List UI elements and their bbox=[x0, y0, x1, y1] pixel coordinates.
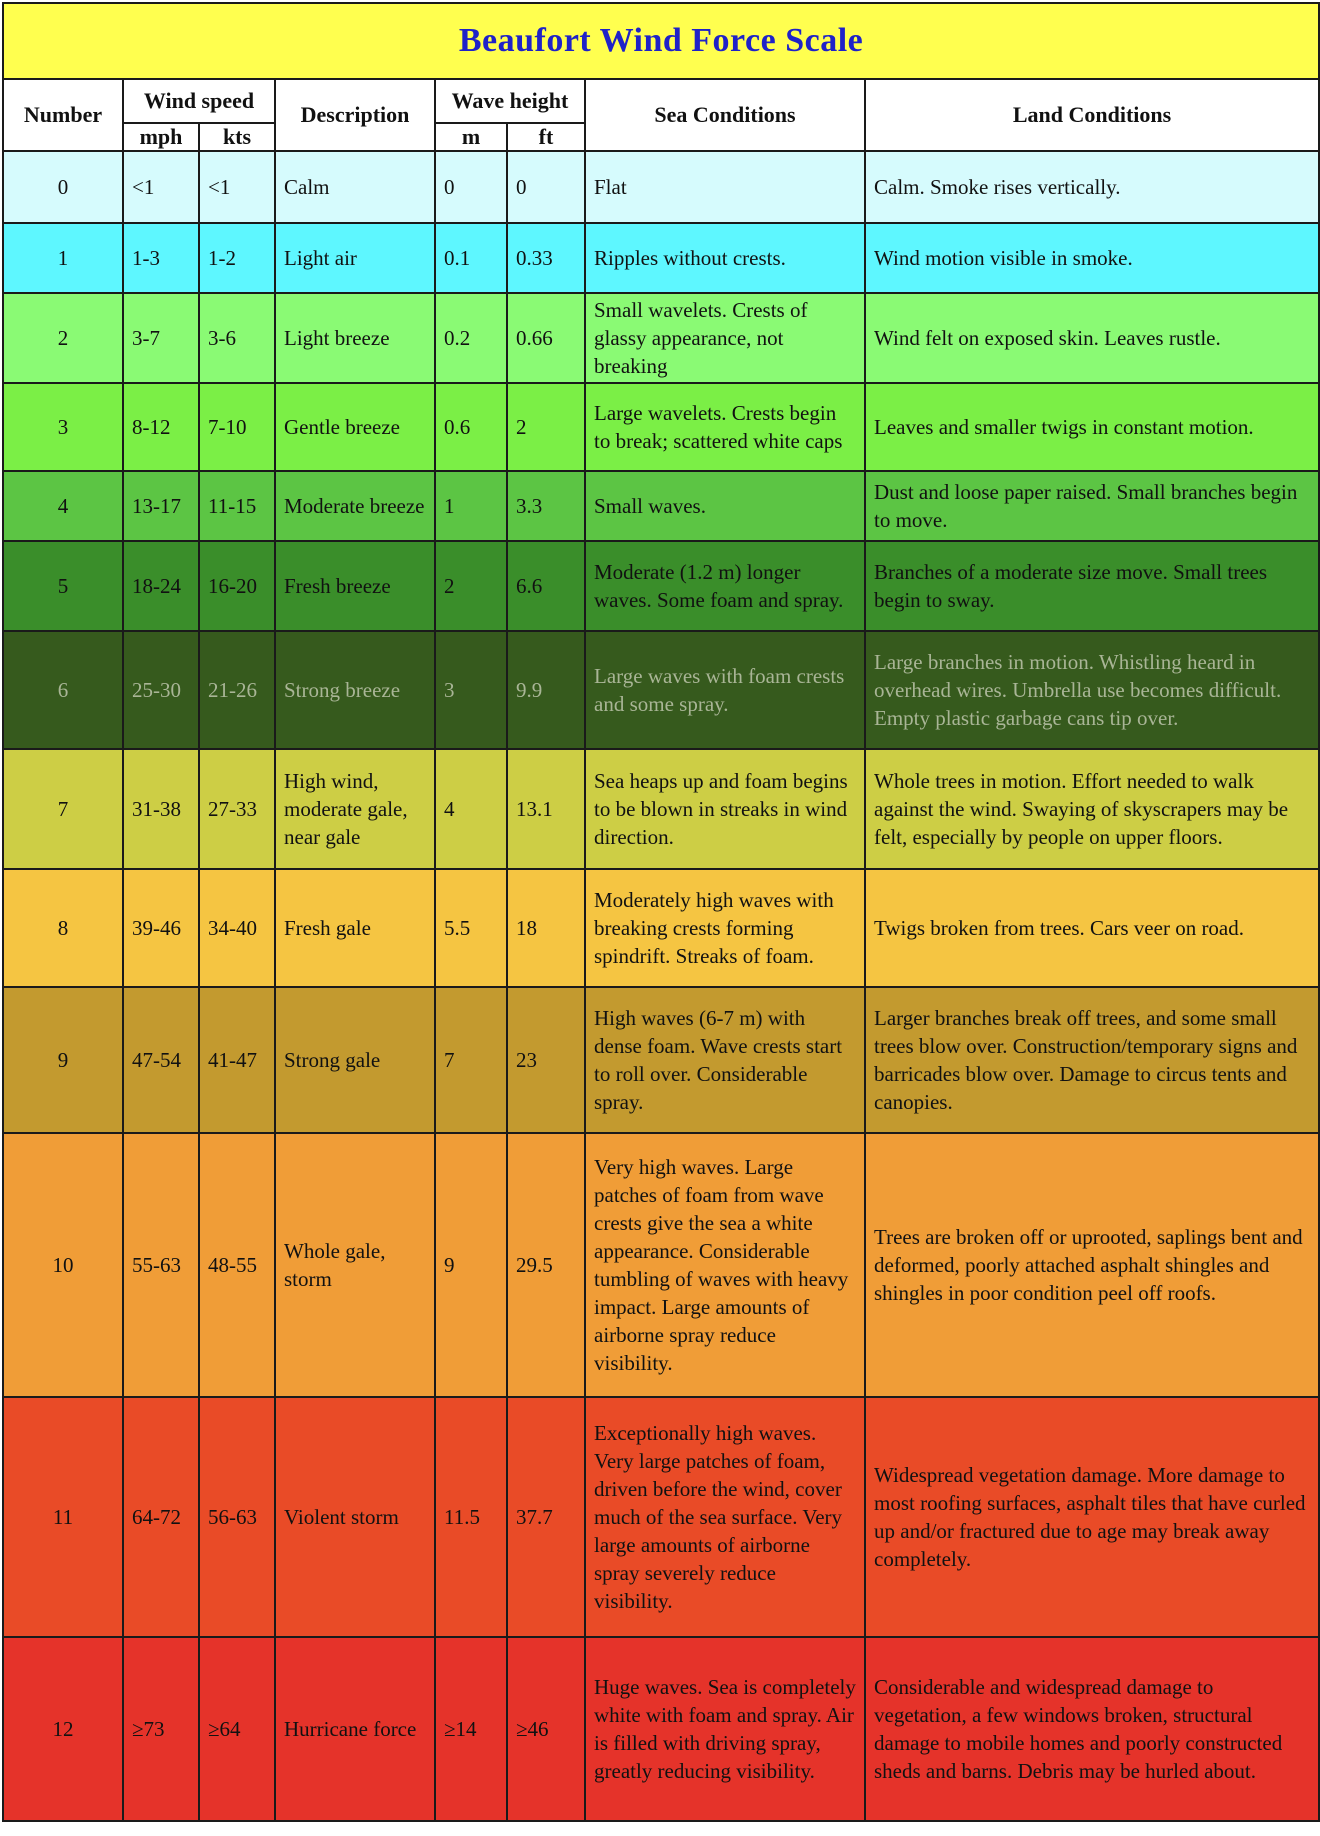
cell-number: 0 bbox=[3, 151, 123, 223]
cell-land-conditions: Leaves and smaller twigs in constant motion. bbox=[865, 383, 1319, 471]
cell-kts: 34-40 bbox=[199, 869, 275, 987]
header-sea-conditions: Sea Conditions bbox=[585, 79, 865, 151]
cell-land-conditions: Wind motion visible in smoke. bbox=[865, 223, 1319, 293]
cell-land-conditions: Considerable and widespread damage to vegetation, a few windows broken, structural damage to mobile homes and poorly constructed sheds and barns. Debris may be hurled about. bbox=[865, 1637, 1319, 1821]
cell-description: Strong breeze bbox=[275, 631, 435, 749]
cell-sea-conditions: Small wavelets. Crests of glassy appearance, not breaking bbox=[585, 293, 865, 383]
cell-sea-conditions: Flat bbox=[585, 151, 865, 223]
table-row bbox=[3, 1397, 1319, 1637]
cell-sea-conditions: Ripples without crests. bbox=[585, 223, 865, 293]
cell-wave-ft: 0.66 bbox=[507, 293, 585, 383]
cell-number: 9 bbox=[3, 987, 123, 1133]
cell-description: Calm bbox=[275, 151, 435, 223]
cell-wave-m: 5.5 bbox=[435, 869, 507, 987]
header-mph: mph bbox=[123, 123, 199, 151]
cell-wave-m: 0 bbox=[435, 151, 507, 223]
cell-land-conditions: Large branches in motion. Whistling heard in overhead wires. Umbrella use becomes difficult. Empty plastic garbage cans tip over. bbox=[865, 631, 1319, 749]
cell-description: Strong gale bbox=[275, 987, 435, 1133]
cell-wave-ft: 0.33 bbox=[507, 223, 585, 293]
cell-kts: 27-33 bbox=[199, 749, 275, 869]
cell-mph: ≥73 bbox=[123, 1637, 199, 1821]
header-wave-height: Wave height bbox=[435, 79, 585, 123]
table-row bbox=[3, 987, 1319, 1133]
header-land-conditions: Land Conditions bbox=[865, 79, 1319, 151]
cell-kts: 1-2 bbox=[199, 223, 275, 293]
cell-wave-m: 0.1 bbox=[435, 223, 507, 293]
header-number: Number bbox=[3, 79, 123, 151]
cell-wave-ft: 6.6 bbox=[507, 541, 585, 631]
cell-sea-conditions: Moderate (1.2 m) longer waves. Some foam and spray. bbox=[585, 541, 865, 631]
table-row bbox=[3, 541, 1319, 631]
cell-wave-ft: 37.7 bbox=[507, 1397, 585, 1637]
table-row bbox=[3, 471, 1319, 541]
table-title: Beaufort Wind Force Scale bbox=[3, 3, 1319, 79]
cell-mph: <1 bbox=[123, 151, 199, 223]
cell-land-conditions: Larger branches break off trees, and some small trees blow over. Construction/temporary signs and barricades blow over. Damage to circus tents and canopies. bbox=[865, 987, 1319, 1133]
cell-mph: 64-72 bbox=[123, 1397, 199, 1637]
header-description: Description bbox=[275, 79, 435, 151]
header-ft: ft bbox=[507, 123, 585, 151]
cell-kts: 56-63 bbox=[199, 1397, 275, 1637]
cell-number: 11 bbox=[3, 1397, 123, 1637]
cell-mph: 3-7 bbox=[123, 293, 199, 383]
cell-kts: 21-26 bbox=[199, 631, 275, 749]
cell-wave-m: 0.6 bbox=[435, 383, 507, 471]
cell-description: Light air bbox=[275, 223, 435, 293]
cell-kts: 16-20 bbox=[199, 541, 275, 631]
beaufort-table bbox=[2, 2, 1320, 1822]
cell-description: Whole gale, storm bbox=[275, 1133, 435, 1397]
cell-wave-ft: 18 bbox=[507, 869, 585, 987]
header-wind-speed: Wind speed bbox=[123, 79, 275, 123]
cell-kts: <1 bbox=[199, 151, 275, 223]
header-m: m bbox=[435, 123, 507, 151]
header-kts: kts bbox=[199, 123, 275, 151]
cell-land-conditions: Twigs broken from trees. Cars veer on road. bbox=[865, 869, 1319, 987]
cell-mph: 1-3 bbox=[123, 223, 199, 293]
beaufort-scale-sheet bbox=[2, 2, 1318, 1822]
cell-kts: 11-15 bbox=[199, 471, 275, 541]
cell-wave-ft: ≥46 bbox=[507, 1637, 585, 1821]
cell-number: 12 bbox=[3, 1637, 123, 1821]
cell-land-conditions: Dust and loose paper raised. Small branches begin to move. bbox=[865, 471, 1319, 541]
cell-mph: 18-24 bbox=[123, 541, 199, 631]
cell-mph: 47-54 bbox=[123, 987, 199, 1133]
cell-sea-conditions: Small waves. bbox=[585, 471, 865, 541]
table-row bbox=[3, 631, 1319, 749]
cell-number: 2 bbox=[3, 293, 123, 383]
cell-number: 4 bbox=[3, 471, 123, 541]
cell-sea-conditions: Moderately high waves with breaking crests forming spindrift. Streaks of foam. bbox=[585, 869, 865, 987]
cell-sea-conditions: Exceptionally high waves. Very large patches of foam, driven before the wind, cover much of the sea surface. Very large amounts of airborne spray severely reduce visibility. bbox=[585, 1397, 865, 1637]
cell-land-conditions: Branches of a moderate size move. Small trees begin to sway. bbox=[865, 541, 1319, 631]
cell-wave-ft: 23 bbox=[507, 987, 585, 1133]
cell-mph: 55-63 bbox=[123, 1133, 199, 1397]
table-row bbox=[3, 293, 1319, 383]
cell-mph: 39-46 bbox=[123, 869, 199, 987]
table-row bbox=[3, 749, 1319, 869]
cell-wave-m: 4 bbox=[435, 749, 507, 869]
cell-wave-ft: 29.5 bbox=[507, 1133, 585, 1397]
cell-number: 6 bbox=[3, 631, 123, 749]
cell-description: Gentle breeze bbox=[275, 383, 435, 471]
cell-wave-m: 7 bbox=[435, 987, 507, 1133]
cell-description: Fresh gale bbox=[275, 869, 435, 987]
cell-description: Hurricane force bbox=[275, 1637, 435, 1821]
cell-land-conditions: Widespread vegetation damage. More damage to most roofing surfaces, asphalt tiles that have curled up and/or fractured due to age may break away completely. bbox=[865, 1397, 1319, 1637]
cell-description: High wind, moderate gale, near gale bbox=[275, 749, 435, 869]
cell-number: 5 bbox=[3, 541, 123, 631]
cell-sea-conditions: Sea heaps up and foam begins to be blown in streaks in wind direction. bbox=[585, 749, 865, 869]
cell-kts: ≥64 bbox=[199, 1637, 275, 1821]
cell-sea-conditions: Very high waves. Large patches of foam from wave crests give the sea a white appearance. Considerable tumbling of waves with heavy impact. Large amounts of airborne spray reduce visibility. bbox=[585, 1133, 865, 1397]
cell-sea-conditions: High waves (6-7 m) with dense foam. Wave crests start to roll over. Considerable spray. bbox=[585, 987, 865, 1133]
cell-wave-m: 11.5 bbox=[435, 1397, 507, 1637]
table-row bbox=[3, 1637, 1319, 1821]
cell-mph: 31-38 bbox=[123, 749, 199, 869]
table-row bbox=[3, 1133, 1319, 1397]
cell-wave-m: 2 bbox=[435, 541, 507, 631]
cell-wave-m: 1 bbox=[435, 471, 507, 541]
cell-number: 3 bbox=[3, 383, 123, 471]
cell-sea-conditions: Huge waves. Sea is completely white with foam and spray. Air is filled with driving spray, greatly reducing visibility. bbox=[585, 1637, 865, 1821]
cell-kts: 7-10 bbox=[199, 383, 275, 471]
cell-land-conditions: Wind felt on exposed skin. Leaves rustle. bbox=[865, 293, 1319, 383]
cell-wave-ft: 2 bbox=[507, 383, 585, 471]
table-row bbox=[3, 223, 1319, 293]
cell-wave-ft: 9.9 bbox=[507, 631, 585, 749]
cell-land-conditions: Whole trees in motion. Effort needed to walk against the wind. Swaying of skyscrapers may be felt, especially by people on upper floors. bbox=[865, 749, 1319, 869]
table-row bbox=[3, 383, 1319, 471]
cell-wave-m: 0.2 bbox=[435, 293, 507, 383]
table-body bbox=[3, 151, 1319, 1821]
cell-description: Moderate breeze bbox=[275, 471, 435, 541]
cell-wave-m: ≥14 bbox=[435, 1637, 507, 1821]
cell-wave-m: 3 bbox=[435, 631, 507, 749]
cell-mph: 13-17 bbox=[123, 471, 199, 541]
cell-kts: 41-47 bbox=[199, 987, 275, 1133]
cell-number: 1 bbox=[3, 223, 123, 293]
cell-wave-ft: 13.1 bbox=[507, 749, 585, 869]
cell-number: 10 bbox=[3, 1133, 123, 1397]
cell-land-conditions: Calm. Smoke rises vertically. bbox=[865, 151, 1319, 223]
cell-land-conditions: Trees are broken off or uprooted, saplings bent and deformed, poorly attached asphalt shingles and shingles in poor condition peel off roofs. bbox=[865, 1133, 1319, 1397]
cell-mph: 8-12 bbox=[123, 383, 199, 471]
cell-description: Violent storm bbox=[275, 1397, 435, 1637]
cell-wave-ft: 3.3 bbox=[507, 471, 585, 541]
cell-wave-ft: 0 bbox=[507, 151, 585, 223]
cell-kts: 3-6 bbox=[199, 293, 275, 383]
cell-number: 8 bbox=[3, 869, 123, 987]
table-row bbox=[3, 151, 1319, 223]
table-row bbox=[3, 869, 1319, 987]
cell-description: Fresh breeze bbox=[275, 541, 435, 631]
cell-wave-m: 9 bbox=[435, 1133, 507, 1397]
cell-kts: 48-55 bbox=[199, 1133, 275, 1397]
cell-number: 7 bbox=[3, 749, 123, 869]
cell-mph: 25-30 bbox=[123, 631, 199, 749]
cell-description: Light breeze bbox=[275, 293, 435, 383]
cell-sea-conditions: Large waves with foam crests and some spray. bbox=[585, 631, 865, 749]
cell-sea-conditions: Large wavelets. Crests begin to break; scattered white caps bbox=[585, 383, 865, 471]
